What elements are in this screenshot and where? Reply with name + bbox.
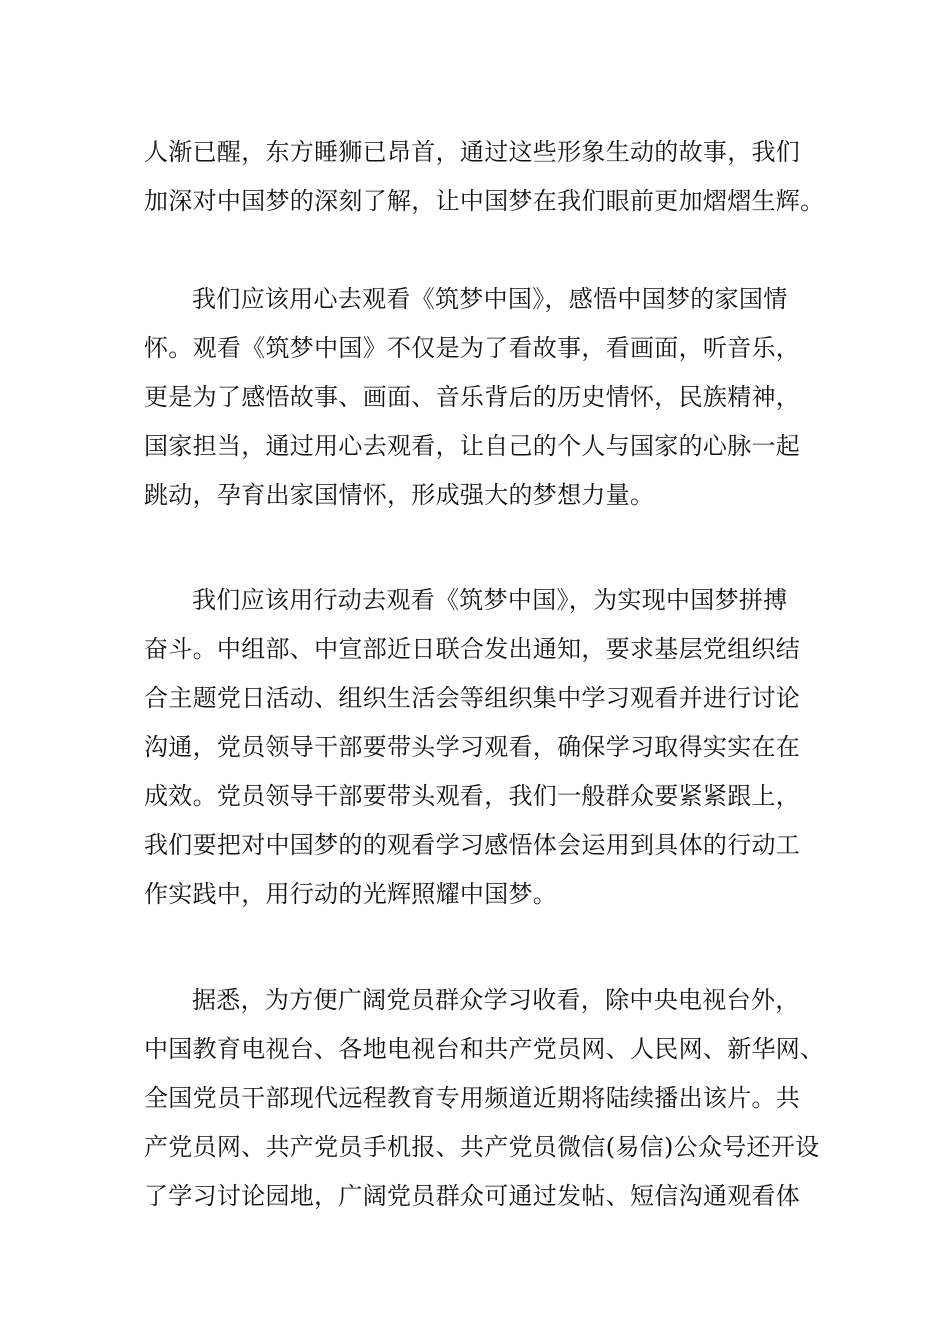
paragraph-3-line-2: 奋斗。中组部、中宣部近日联合发出通知，要求基层党组织结 [144, 635, 801, 663]
paragraph-3-line-6: 我们要把对中国梦的的观看学习感悟体会运用到具体的行动工 [144, 831, 801, 859]
paragraph-2-line-5: 跳动，孕育出家国情怀，形成强大的梦想力量。 [144, 481, 655, 509]
paragraph-3-line-7: 作实践中，用行动的光辉照耀中国梦。 [144, 880, 558, 908]
paragraph-4-line-3: 全国党员干部现代远程教育专用频道近期将陆续播出该片。共 [144, 1084, 801, 1112]
paragraph-3-line-4: 沟通，党员领导干部要带头学习观看，确保学习取得实实在在 [144, 733, 801, 761]
paragraph-3-line-1: 我们应该用行动去观看《筑梦中国》，为实现中国梦拼搏 [192, 586, 788, 614]
paragraph-3-line-3: 合主题党日活动、组织生活会等组织集中学习观看并进行讨论 [144, 684, 801, 712]
paragraph-4-line-2: 中国教育电视台、各地电视台和共产党员网、人民网、新华网、 [144, 1035, 825, 1063]
paragraph-4-line-4: 产党员网、共产党员手机报、共产党员微信(易信)公众号还开设 [144, 1133, 820, 1161]
paragraph-2-line-2: 怀。观看《筑梦中国》不仅是为了看故事，看画面，听音乐， [144, 334, 801, 362]
paragraph-1-line-1: 人渐已醒，东方睡狮已昂首，通过这些形象生动的故事，我们 [144, 138, 801, 166]
paragraph-2-line-3: 更是为了感悟故事、画面、音乐背后的历史情怀，民族精神， [144, 383, 801, 411]
paragraph-4-line-1: 据悉，为方便广阔党员群众学习收看，除中央电视台外， [192, 986, 800, 1014]
paragraph-3-line-5: 成效。党员领导干部要带头观看，我们一般群众要紧紧跟上， [144, 782, 801, 810]
paragraph-1-line-2: 加深对中国梦的深刻了解，让中国梦在我们眼前更加熠熠生辉。 [144, 187, 825, 215]
paragraph-2-line-4: 国家担当，通过用心去观看，让自己的个人与国家的心脉一起 [144, 432, 801, 460]
paragraph-2-line-1: 我们应该用心去观看《筑梦中国》，感悟中国梦的家国情 [192, 285, 788, 313]
paragraph-4-line-5: 了学习讨论园地，广阔党员群众可通过发帖、短信沟通观看体 [144, 1182, 801, 1210]
